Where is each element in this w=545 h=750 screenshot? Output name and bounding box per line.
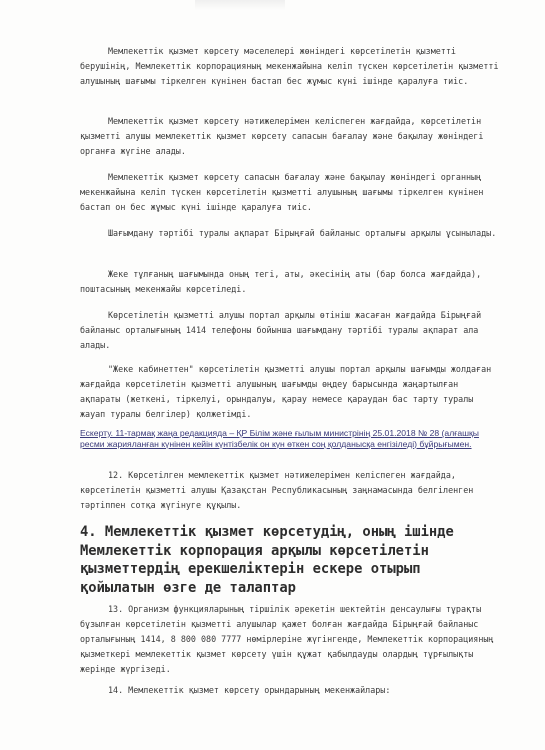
paragraph-14-addresses: 14. Мемлекеттік қызмет көрсету орындарының мекенжайлары:	[108, 685, 391, 695]
paragraph-contact-center: Шағымдану тәртібі туралы ақпарат Бірыңғай байланыс орталығы арқылы ұсынылады.	[108, 228, 497, 238]
paragraph-12-court: 12. Көрсетілген мемлекеттік қызмет нәтижелерімен келіспеген жағдайда, көрсетілетін қызметті алушы Қазақстан Республикасының заңнамасында белгіленген тәртіппен сотқа жүгінуге құқылы.	[80, 470, 474, 510]
section-4-heading: 4. Мемлекеттік қызмет көрсетудің, оның ішінде Мемлекеттік корпорация арқылы көрсетілетін қызметтердің ерекшеліктерін ескере отырып қойылатын өзге де талаптар	[80, 524, 454, 596]
paragraph-13-disabled-services: 13. Организм функцияларының тіршілік әрекетін шектейтін денсаулығы тұрақты бұзылған көрсетілетін қызметті алушылар қажет болған жағдайда Бірыңғай байланыс орталығының 1414, 8 800 080 7777 нөмірлеріне жүгінгенде, Мемлекеттік корпорацияның қызметкері мемлекеттік қызмет көрсету үшін құжат қабылдауды олардың тұрғылықты жерінде жүргізеді.	[80, 604, 494, 674]
paragraph-individual-complaint: Жеке тұлғаның шағымында оның тегі, аты, әкесінің аты (бар болса жағдайда), поштасының мекенжайы көрсетіледі.	[80, 269, 482, 294]
paragraph-personal-cabinet: "Жеке кабинеттен" көрсетілетін қызметті алушы портал арқылы шағымды жолдаған жағдайда көрсетілетін қызметті алушының шағымды өңдеу барысында жаңартылған ақпараты (жеткені, тіркелуі, орындалуы, қарау немесе қараудан бас тарту туралы жауап туралы белгілер) қолжетімді.	[80, 364, 492, 419]
amendment-note-link[interactable]: Ескерту. 11-тармақ жаңа редакцияда – ҚР Білім және ғылым министрінің 25.01.2018 № 28 (алғашқы ресми жарияланған күнінен кейін күнтізбелік он күн өткен соң қолданысқа енгізіледі) бұйрығымен.	[80, 428, 479, 449]
paragraph-portal-complaint: Көрсетілетін қызметті алушы портал арқылы өтініш жасаған жағдайда Бірыңғай байланыс орталығының 1414 телефоны бойынша шағымдану тәртібі туралы ақпарат ала алады.	[80, 310, 482, 350]
amendment-note	[80, 428, 500, 449]
paragraph-complaint-review: Мемлекеттік қызмет көрсету мәселелері жөніндегі көрсетілетін қызметті берушінің, Мемлекеттік корпорацияның мекенжайына келіп түскен көрсетілетін қызметті алушының шағымы тіркелген күнінен бастап бес жұмыс күні ішінде қаралуға тиіс.	[80, 46, 499, 86]
paragraph-quality-control: Мемлекеттік қызмет көрсету сапасын бағалау және бақылау жөніндегі органның мекенжайына келіп түскен көрсетілетін қызметті алушының шағымы тіркелген күнінен бастап он бес жұмыс күні ішінде қаралуға тиіс.	[80, 172, 484, 212]
paragraph-disagreement: Мемлекеттік қызмет көрсету нәтижелерімен келіспеген жағдайда, көрсетілетін қызметті алушы мемлекеттік қызмет көрсету сапасын бағалау және бақылау жөніндегі органға жүгіне алады.	[80, 116, 484, 156]
scan-artifact	[195, 0, 285, 10]
